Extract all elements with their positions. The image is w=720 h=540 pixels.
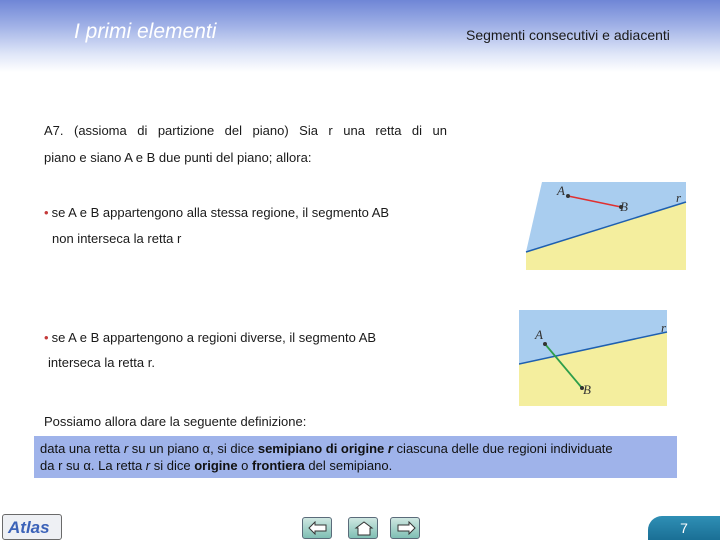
label-b: B [583,382,591,397]
home-button[interactable] [348,517,378,539]
axiom-line-1: A7. (assioma di partizione del piano) Sia r una retta di un [44,123,447,138]
figure-same-region [524,180,694,272]
atlas-logo [2,514,62,540]
next-button[interactable] [390,517,420,539]
home-icon [354,521,374,536]
bullet-marker: • [44,330,49,345]
bullet-1-line-1: se A e B appartengono alla stessa regione, il segmento AB [51,205,390,220]
bullet-2 [44,330,447,346]
label-b: B [620,199,628,214]
label-r: r [661,320,667,335]
header-banner [0,0,720,72]
arrow-right-icon [396,521,416,535]
label-a: A [557,183,565,198]
definition-box [34,436,677,478]
page-number [648,516,720,540]
label-a: A [535,327,543,342]
point-a [543,342,547,346]
label-r: r [676,190,682,205]
bullet-1-line-2: non interseca la retta r [52,231,182,246]
logo-text: Atlas [8,518,50,537]
figure-different-regions [519,310,676,408]
bullet-marker: • [44,205,49,220]
arrow-left-icon [308,521,328,535]
prev-button[interactable] [302,517,332,539]
page-number-text: 7 [680,520,688,536]
bullet-2-line-1: se A e B appartengono a regioni diverse, il segmento AB [51,330,377,345]
axiom-line-2: piano e siano A e B due punti del piano; allora: [44,150,312,165]
definition-intro: Possiamo allora dare la seguente definizione: [44,414,307,429]
definition-line-2: da r su α. La retta r si dice origine o frontiera del semipiano. [40,458,393,473]
chapter-title: I primi elementi [74,20,217,43]
point-a [566,194,570,198]
section-title: Segmenti consecutivi e adiacenti [466,27,670,43]
bullet-2-line-2: interseca la retta r. [48,355,155,370]
bullet-1 [44,205,447,221]
definition-line-1: data una retta r su un piano α, si dice semipiano di origine r ciascuna delle due regioni individuate [40,441,613,456]
